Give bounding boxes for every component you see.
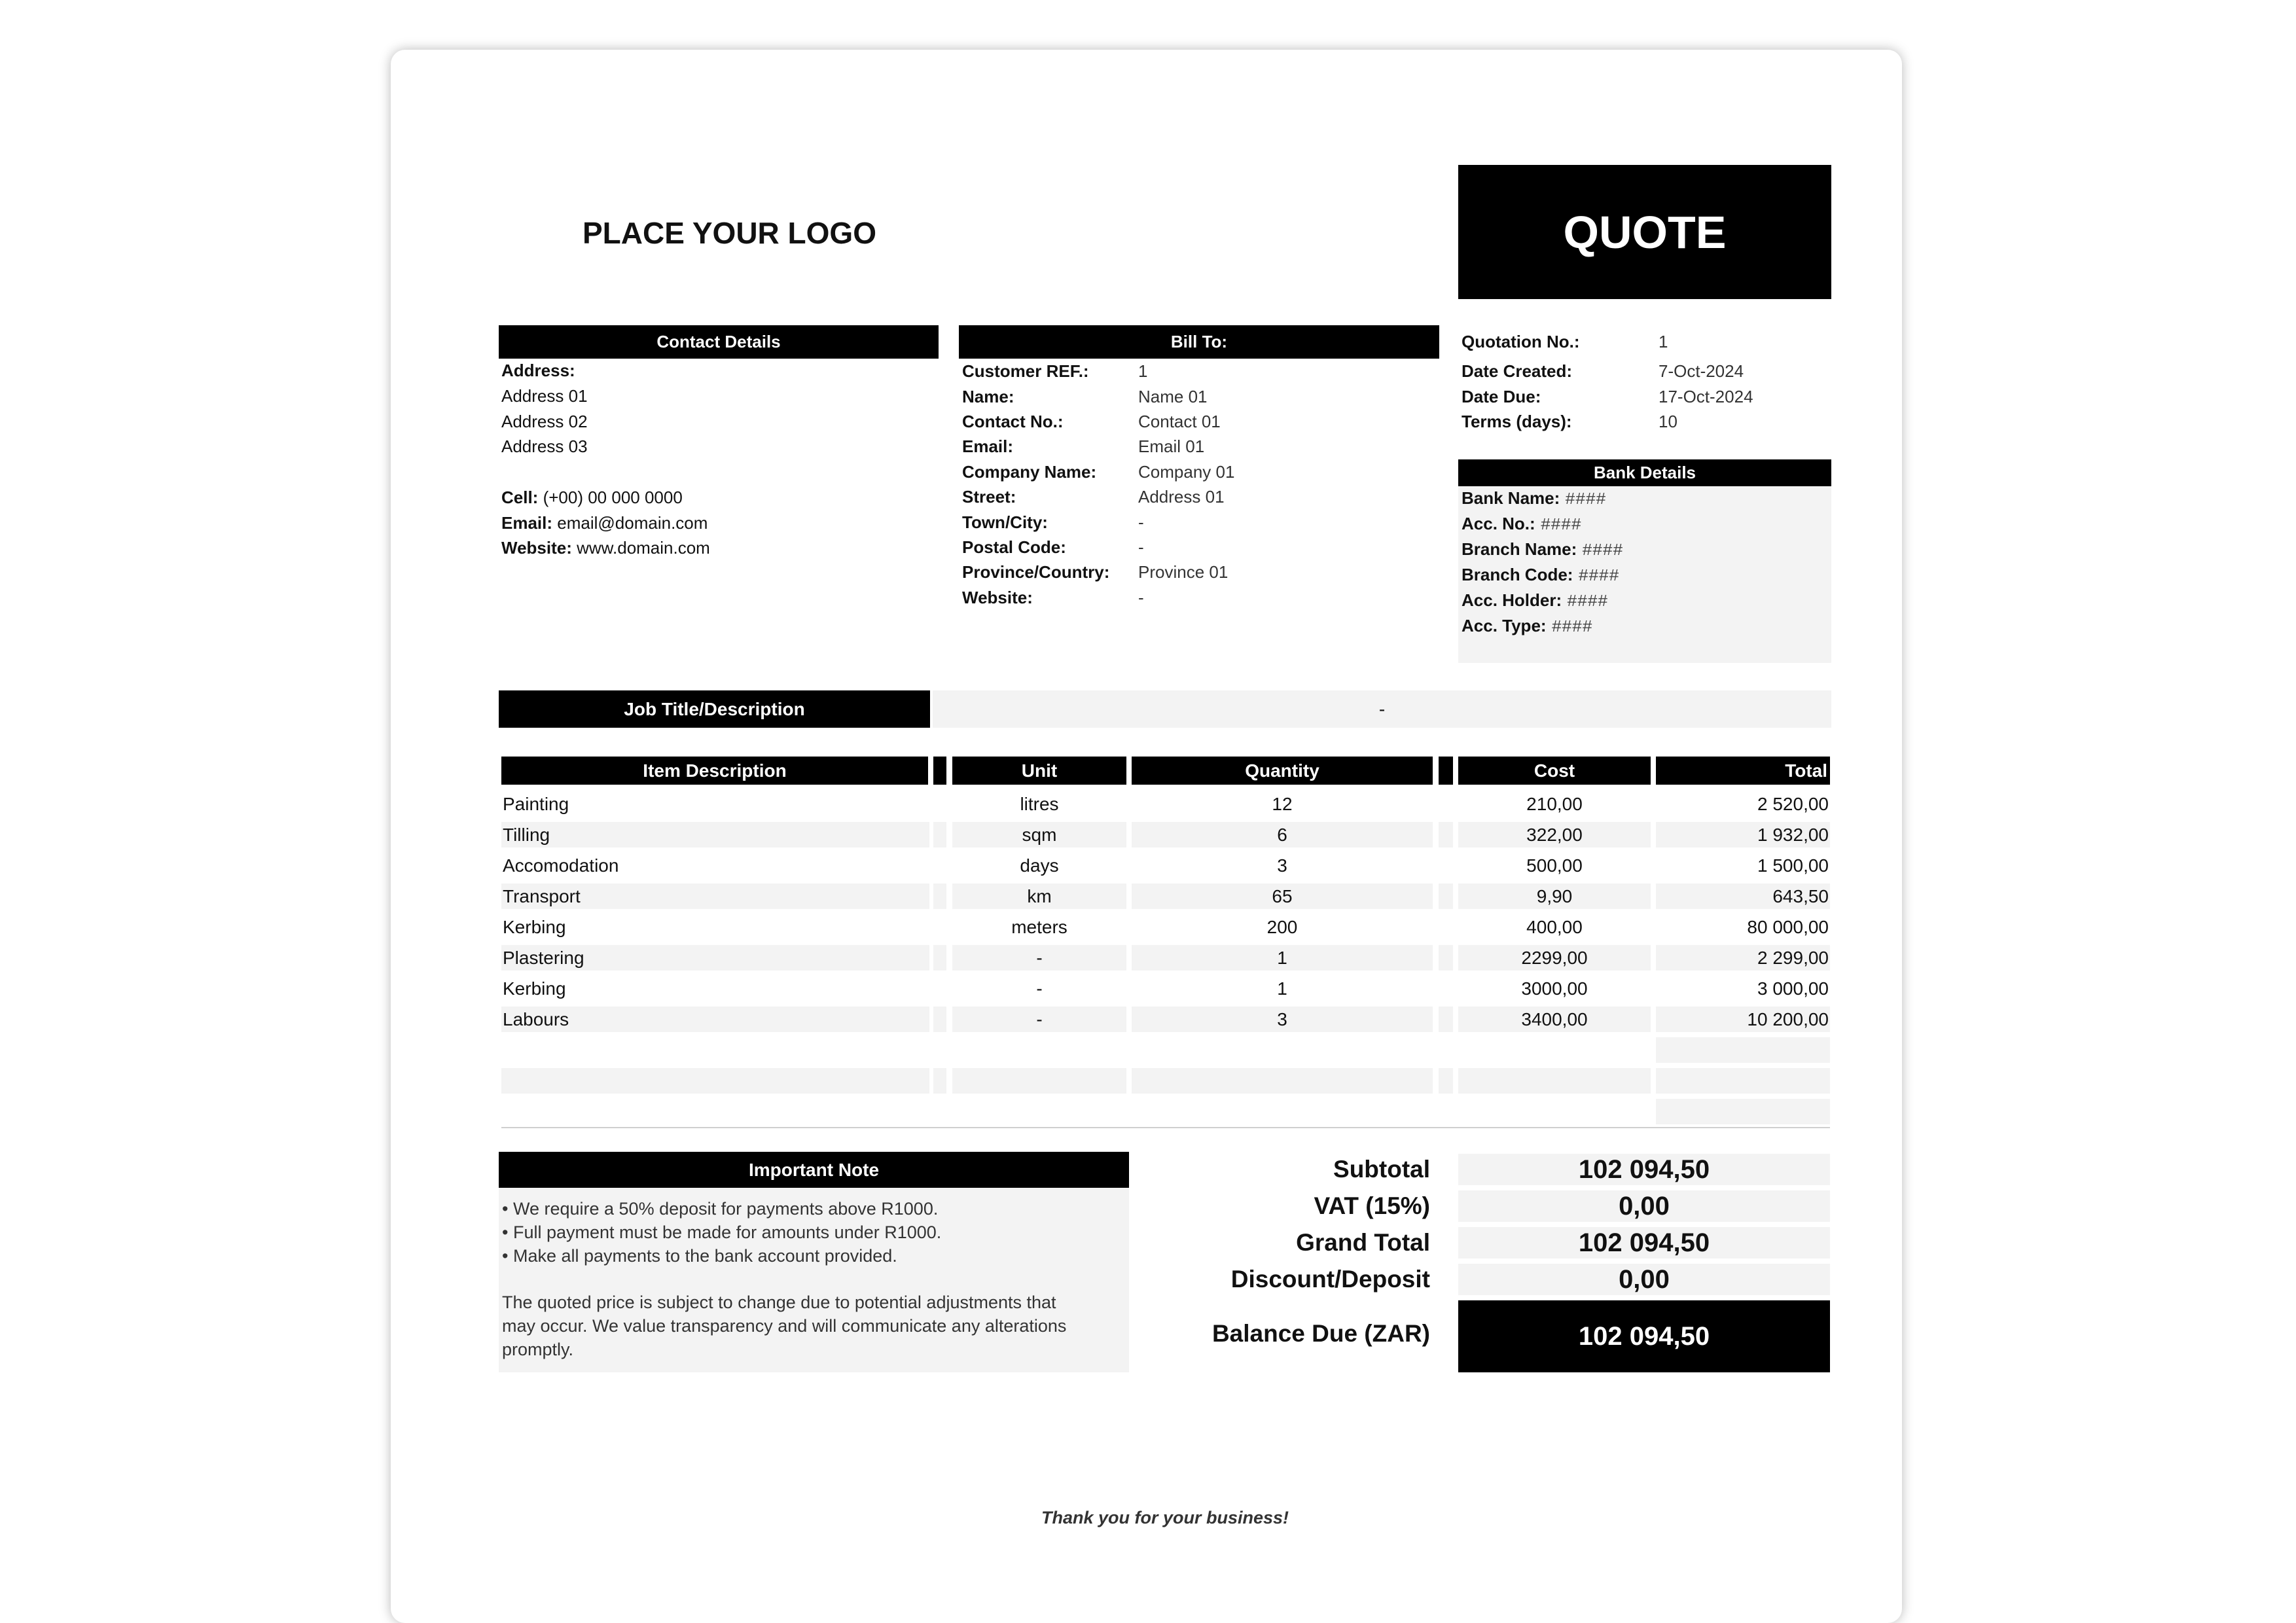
item-total: 1 932,00 [1656,822,1830,847]
item-total: 1 500,00 [1757,855,1829,876]
item-quantity: 3 [1277,855,1287,876]
column-separator [933,791,946,817]
bill-to-header: Bill To: [959,325,1439,359]
note-bullet: • Full payment must be made for amounts under R1000. [502,1222,942,1242]
bank-field-label: Acc. No.: [1462,514,1535,533]
bank-field-label: Acc. Type: [1462,616,1547,635]
note-paragraph-line: may occur. We value transparency and will communicate any alterations [502,1316,1067,1336]
item-quantity: 6 [1132,822,1433,847]
bill-to-label: Postal Code: [962,537,1066,557]
item-description [501,1099,929,1124]
item-description: Accomodation [503,855,619,876]
contact-details-header: Contact Details [499,325,939,359]
note-bullet: • We require a 50% deposit for payments above R1000. [502,1199,939,1219]
column-separator [1439,1037,1453,1063]
bank-field-value: #### [1540,515,1582,535]
item-description: Painting [503,794,569,814]
column-header-unit: Unit [952,757,1126,785]
bill-to-value: Name 01 [1138,387,1208,406]
bill-to-label: Company Name: [962,462,1097,482]
address-line-3: Address 03 [501,437,588,456]
cell-value: (+00) 00 000 0000 [543,488,683,507]
column-separator [933,945,946,971]
column-separator [1439,945,1453,971]
bill-to-label: Contact No.: [962,412,1064,431]
grand-total-label: Grand Total [1296,1229,1430,1256]
item-unit: meters [1011,917,1067,937]
document-type-banner: QUOTE [1458,165,1831,299]
discount-label: Discount/Deposit [1230,1266,1430,1293]
bank-field-label: Acc. Holder: [1462,590,1562,610]
item-cost: 3400,00 [1458,1007,1651,1032]
bank-field [1462,537,1623,563]
contact-email [501,510,708,536]
item-quantity: 65 [1132,883,1433,909]
thank-you-message: Thank you for your business! [1041,1508,1289,1527]
bill-to-value: - [1138,537,1144,557]
bank-field-value: #### [1565,490,1606,509]
item-description: Tilling [501,822,929,847]
email-value: email@domain.com [557,513,708,533]
column-separator [933,883,946,909]
item-quantity [1132,1037,1433,1063]
item-quantity: 1 [1132,945,1433,971]
column-separator [933,1068,946,1094]
bank-field-label: Branch Name: [1462,539,1577,559]
column-separator [1439,883,1453,909]
bill-to-value: - [1138,588,1144,607]
item-cost: 2299,00 [1458,945,1651,971]
item-description: Labours [501,1007,929,1032]
column-separator [933,757,946,785]
item-description: Kerbing [503,917,566,937]
column-separator [933,976,946,1001]
column-separator [933,1099,946,1124]
item-quantity [1132,1099,1433,1124]
table-bottom-rule [501,1127,1830,1128]
balance-due-value: 102 094,50 [1458,1300,1830,1372]
bill-to-value: Company 01 [1138,462,1235,482]
bill-to-value: - [1138,512,1144,532]
item-description: Transport [501,883,929,909]
quote-info-label: Terms (days): [1462,412,1572,431]
address-line-1: Address 01 [501,386,588,406]
bank-field [1462,588,1608,615]
email-label: Email: [501,513,553,533]
note-paragraph-line: The quoted price is subject to change due to potential adjustments that [502,1293,1056,1312]
note-paragraph-line: promptly. [502,1340,574,1359]
item-total: 3 000,00 [1757,978,1829,999]
bill-to-value: 1 [1138,361,1148,381]
column-header-cost: Cost [1458,757,1651,785]
vat-label: VAT (15%) [1314,1192,1430,1219]
column-separator [1439,791,1453,817]
logo-placeholder: PLACE YOUR LOGO [583,216,876,250]
item-cost [1458,1037,1651,1063]
item-total [1656,1037,1830,1063]
grand-total-value: 102 094,50 [1458,1227,1830,1258]
bill-to-label: Customer REF.: [962,361,1089,381]
bill-to-value: Address 01 [1138,487,1225,507]
item-cost: 500,00 [1526,855,1583,876]
item-total: 2 520,00 [1757,794,1829,814]
bill-to-label: Name: [962,387,1014,406]
item-total: 2 299,00 [1656,945,1830,971]
item-cost: 9,90 [1458,883,1651,909]
job-title-value: - [933,690,1831,728]
bill-to-label: Street: [962,487,1016,507]
item-total: 643,50 [1656,883,1830,909]
bill-to-value: Contact 01 [1138,412,1221,431]
column-separator [1439,757,1453,785]
bank-field-value: #### [1551,617,1592,637]
column-separator [933,914,946,940]
bank-field [1462,562,1619,589]
cell-label: Cell: [501,488,539,507]
item-cost: 210,00 [1526,794,1583,814]
item-cost: 322,00 [1458,822,1651,847]
column-header-description: Item Description [501,757,928,785]
vat-value: 0,00 [1458,1190,1830,1222]
website-value: www.domain.com [577,538,710,558]
item-quantity: 12 [1272,794,1293,814]
column-separator [933,853,946,878]
column-separator [1439,1068,1453,1094]
item-cost [1458,1068,1651,1094]
item-description: Kerbing [503,978,566,999]
bank-field-value: #### [1567,592,1608,611]
item-total: 10 200,00 [1656,1007,1830,1032]
quote-info-value: 7-Oct-2024 [1659,361,1744,381]
job-title-label: Job Title/Description [499,690,930,728]
bank-field [1462,613,1592,640]
item-quantity: 3 [1132,1007,1433,1032]
quote-info-value: 10 [1659,412,1677,431]
bill-to-value: Email 01 [1138,437,1205,456]
item-unit: days [1020,855,1059,876]
item-unit: - [1036,978,1043,999]
item-quantity: 200 [1266,917,1298,937]
contact-website [501,535,710,561]
column-separator [1439,914,1453,940]
bank-field [1462,511,1581,538]
subtotal-value: 102 094,50 [1458,1154,1830,1185]
bank-details-header: Bank Details [1458,459,1831,486]
item-total [1656,1068,1830,1094]
quote-info-value: 1 [1659,332,1668,351]
bill-to-label: Province/Country: [962,562,1110,582]
item-unit [952,1037,1126,1063]
item-unit: km [952,883,1126,909]
address-label: Address: [501,361,575,380]
website-label: Website: [501,538,572,558]
item-unit: sqm [952,822,1126,847]
column-separator [1439,853,1453,878]
quote-info-label: Quotation No.: [1462,332,1580,351]
item-cost: 400,00 [1526,917,1583,937]
address-line-2: Address 02 [501,412,588,431]
balance-due-label: Balance Due (ZAR) [1211,1320,1430,1347]
contact-cell [501,485,683,510]
item-unit: - [952,1007,1126,1032]
column-separator [1439,1007,1453,1032]
item-unit: - [952,945,1126,971]
bill-to-label: Website: [962,588,1033,607]
item-quantity: 1 [1277,978,1287,999]
note-bullet: • Make all payments to the bank account provided. [502,1246,897,1266]
bank-field-label: Branch Code: [1462,565,1573,584]
bill-to-label: Email: [962,437,1014,456]
item-unit [952,1099,1126,1124]
item-description [501,1037,929,1063]
bill-to-label: Town/City: [962,512,1048,532]
item-description: Plastering [501,945,929,971]
column-separator [933,822,946,847]
bank-field [1462,486,1606,512]
item-description [501,1068,929,1094]
bank-field-value: #### [1582,541,1623,560]
item-cost [1458,1099,1651,1124]
column-separator [933,1007,946,1032]
column-separator [933,1037,946,1063]
bank-field-value: #### [1578,566,1619,586]
column-header-total: Total [1656,757,1830,785]
discount-value: 0,00 [1458,1264,1830,1295]
item-cost: 3000,00 [1521,978,1588,999]
column-separator [1439,976,1453,1001]
item-total [1656,1099,1830,1124]
item-unit [952,1068,1126,1094]
important-note-header: Important Note [499,1152,1129,1188]
bill-to-value: Province 01 [1138,562,1229,582]
quote-info-label: Date Due: [1462,387,1541,406]
column-separator [1439,822,1453,847]
item-total: 80 000,00 [1747,917,1829,937]
item-unit: litres [1020,794,1059,814]
column-separator [1439,1099,1453,1124]
quote-info-value: 17-Oct-2024 [1659,387,1753,406]
quote-info-label: Date Created: [1462,361,1573,381]
item-quantity [1132,1068,1433,1094]
column-header-quantity: Quantity [1132,757,1433,785]
bank-field-label: Bank Name: [1462,488,1560,508]
subtotal-label: Subtotal [1333,1156,1430,1183]
